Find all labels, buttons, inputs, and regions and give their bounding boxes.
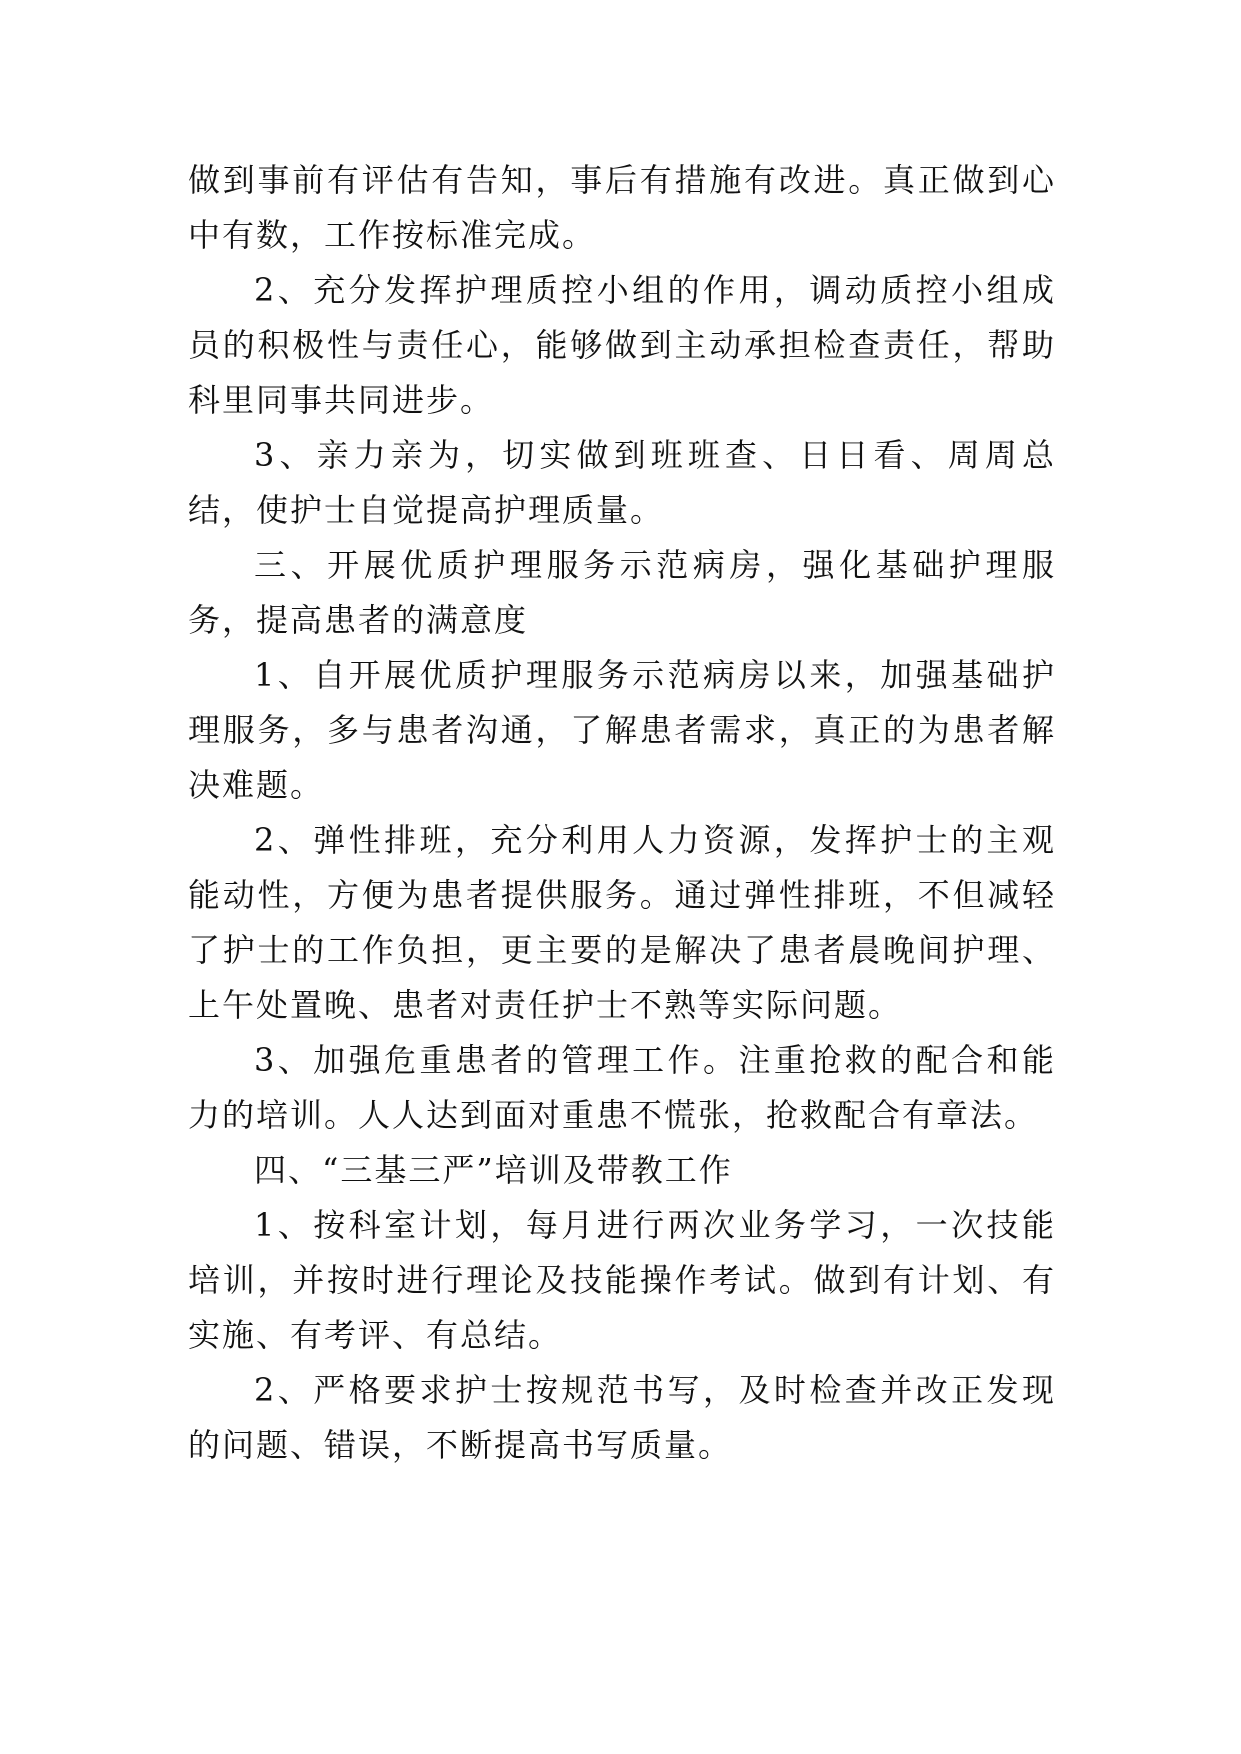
paragraph-6: 2、弹性排班，充分利用人力资源，发挥护士的主观能动性，方便为患者提供服务。通过弹性排班，不但减轻了护士的工作负担，更主要的是解决了患者晨晚间护理、上午处置晚、患者对责任护士不熟等实际问题。: [188, 821, 1056, 1024]
section-heading-3: 三、开展优质护理服务示范病房，强化基础护理服务，提高患者的满意度: [188, 546, 1056, 639]
paragraph-7: 3、加强危重患者的管理工作。注重抢救的配合和能力的培训。人人达到面对重患不慌张，抢救配合有章法。: [188, 1041, 1056, 1134]
paragraph-2: 2、充分发挥护理质控小组的作用，调动质控小组成员的积极性与责任心，能够做到主动承担检查责任，帮助科里同事共同进步。: [188, 271, 1056, 419]
paragraph-1: 做到事前有评估有告知，事后有措施有改进。真正做到心中有数，工作按标准完成。: [188, 161, 1056, 254]
paragraph-10: 2、严格要求护士按规范书写，及时检查并改正发现的问题、错误，不断提高书写质量。: [188, 1371, 1056, 1464]
paragraph-9: 1、按科室计划，每月进行两次业务学习，一次技能培训，并按时进行理论及技能操作考试。做到有计划、有实施、有考评、有总结。: [188, 1206, 1056, 1354]
document-body: [188, 153, 1056, 1473]
section-heading-4: 四、“三基三严”培训及带教工作: [254, 1151, 733, 1189]
paragraph-3: 3、亲力亲为，切实做到班班查、日日看、周周总结，使护士自觉提高护理质量。: [188, 436, 1056, 529]
paragraph-5: 1、自开展优质护理服务示范病房以来，加强基础护理服务，多与患者沟通，了解患者需求，真正的为患者解决难题。: [188, 656, 1056, 804]
